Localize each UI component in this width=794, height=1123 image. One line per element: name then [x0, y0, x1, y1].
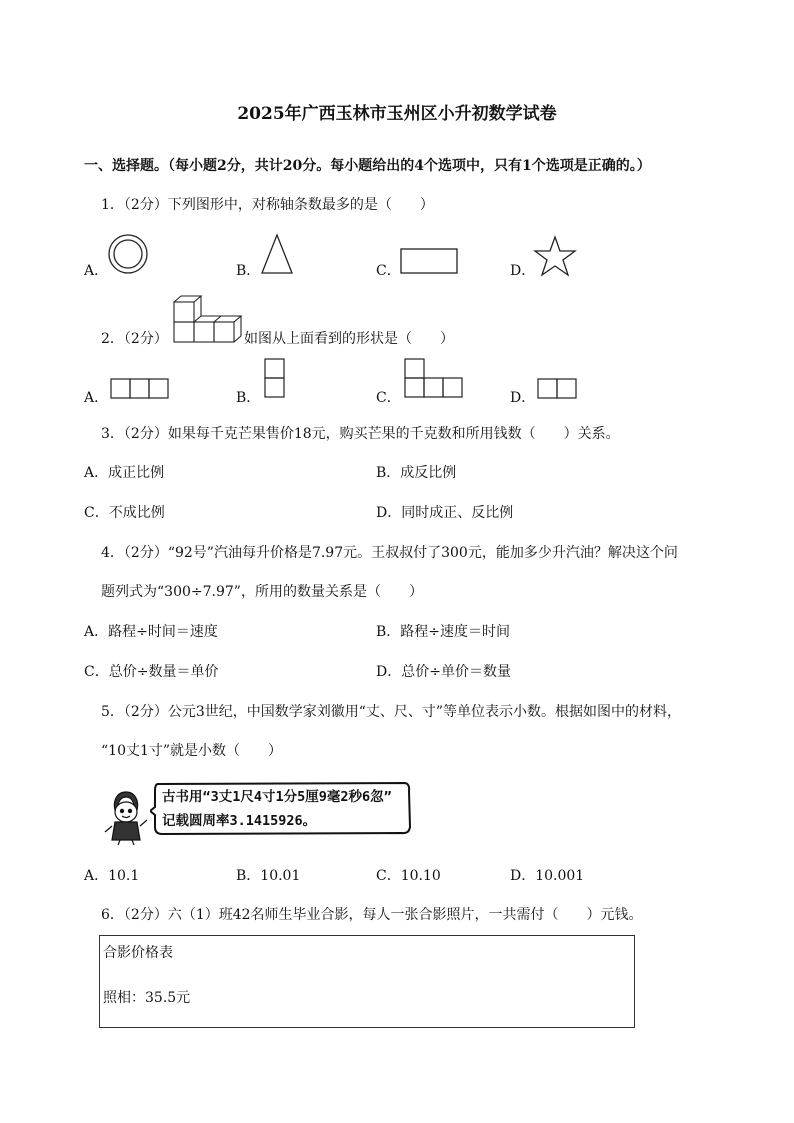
l-shape-squares-icon — [404, 358, 464, 399]
question-4-stem-line1: 4．（2分）“92号”汽油每升价格是7.97元。王叔叔付了300元，能加多少升汽油？解决这个问 — [101, 545, 678, 561]
q5-option-a[interactable]: A．10.1 — [84, 868, 140, 884]
q1-option-c-label[interactable]: C． — [376, 263, 401, 279]
question-4-stem-line2: 题列式为“300÷7.97”，所用的数量关系是（ ） — [101, 584, 423, 600]
star-icon — [533, 235, 577, 277]
rectangle-icon — [400, 248, 458, 274]
cartoon-character-icon — [102, 788, 150, 846]
q4-option-a[interactable]: A．路程÷时间＝速度 — [84, 624, 218, 640]
question-2-prefix: 2．（2分） — [101, 331, 168, 347]
section-header: 一、选择题。（每小题2分，共计20分。每小题给出的4个选项中，只有1个选项是正确的。） — [84, 158, 651, 174]
question-3-stem: 3．（2分）如果每千克芒果售价18元，购买芒果的千克数和所用钱数（ ）关系。 — [101, 426, 620, 442]
q4-option-d[interactable]: D．总价÷单价＝数量 — [376, 664, 511, 680]
q4-option-b[interactable]: B．路程÷速度＝时间 — [376, 624, 511, 640]
q1-option-b-label[interactable]: B． — [236, 263, 261, 279]
price-table — [99, 935, 635, 1028]
q2-option-b-label[interactable]: B． — [236, 390, 261, 406]
q2-option-a-label[interactable]: A． — [84, 390, 109, 406]
triangle-icon — [259, 233, 295, 275]
two-squares-column-icon — [264, 358, 286, 399]
q1-option-a-label[interactable]: A． — [84, 263, 109, 279]
bubble-text-line1: 古书用“3丈1尺4寸1分5厘9毫2秒6忽” — [162, 789, 392, 805]
cube-stack-figure — [172, 294, 244, 344]
two-squares-row-icon — [537, 378, 578, 399]
three-squares-row-icon — [110, 378, 170, 399]
question-6-stem: 6．（2分）六（1）班42名师生毕业合影，每人一张合影照片，一共需付（ ）元钱。 — [101, 907, 643, 923]
q3-option-d[interactable]: D．同时成正、反比例 — [376, 505, 514, 521]
q4-option-c[interactable]: C．总价÷数量＝单价 — [84, 664, 219, 680]
bubble-text-line2: 记载圆周率3.1415926。 — [162, 813, 317, 829]
price-table-title: 合影价格表 — [103, 945, 173, 961]
question-5-stem-line2: “10丈1寸”就是小数（ ） — [101, 743, 283, 759]
q3-option-a[interactable]: A．成正比例 — [84, 465, 165, 481]
q5-option-b[interactable]: B．10.01 — [236, 868, 301, 884]
q1-option-d-label[interactable]: D． — [510, 263, 536, 279]
q5-option-c[interactable]: C．10.10 — [376, 868, 441, 884]
q2-option-c-label[interactable]: C． — [376, 390, 401, 406]
question-2-suffix: 如图从上面看到的形状是（ ） — [244, 331, 454, 347]
double-circle-icon — [107, 233, 149, 275]
q3-option-c[interactable]: C．不成比例 — [84, 505, 165, 521]
question-1-stem: 1．（2分）下列图形中，对称轴条数最多的是（ ） — [101, 197, 434, 213]
q5-option-d[interactable]: D．10.001 — [510, 868, 585, 884]
q3-option-b[interactable]: B．成反比例 — [376, 465, 457, 481]
page-title: 2025年广西玉林市玉州区小升初数学试卷 — [237, 104, 557, 124]
q2-option-d-label[interactable]: D． — [510, 390, 536, 406]
question-5-stem-line1: 5．（2分）公元3世纪，中国数学家刘徽用“丈、尺、寸”等单位表示小数。根据如图中的材料， — [101, 704, 682, 720]
price-table-row-photo: 照相：35.5元 — [103, 990, 191, 1006]
